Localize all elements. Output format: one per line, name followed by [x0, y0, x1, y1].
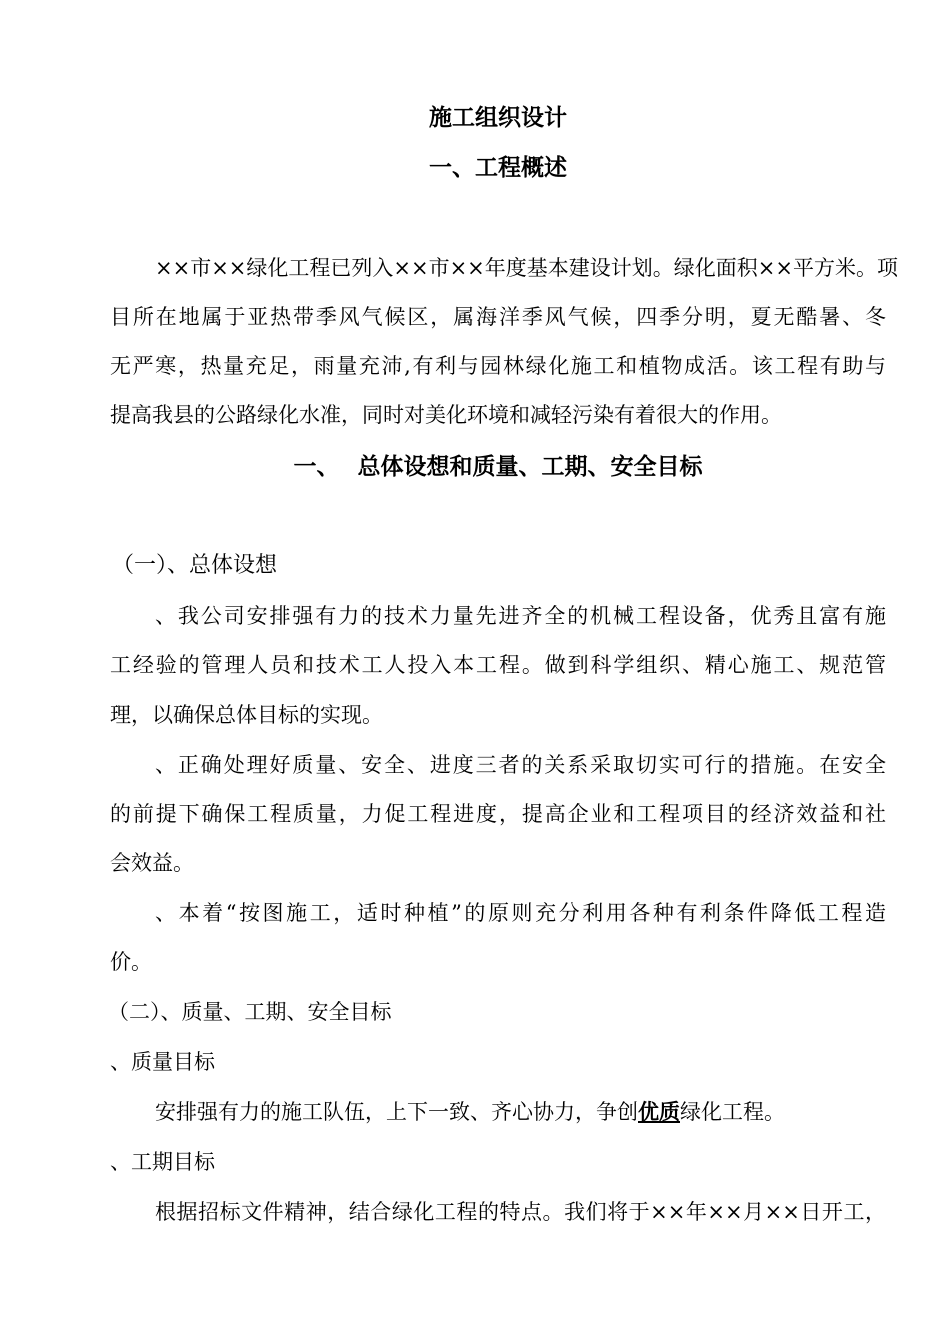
para3-line-2: 价。	[110, 950, 152, 974]
para2-line-3: 会效益。	[110, 851, 194, 875]
quality-text-after: 绿化工程。	[680, 1100, 785, 1124]
schedule-target-text: 根据招标文件精神，结合绿化工程的特点。我们将于××年××月××日开工，	[155, 1200, 886, 1224]
section-2-heading	[0, 452, 950, 482]
overview-line-4: 提高我县的公路绿化水准，同时对美化环境和减轻污染有着很大的作用。	[110, 403, 782, 427]
quality-text-before: 安排强有力的施工队伍，上下一致、齐心协力，争创	[155, 1100, 638, 1124]
quality-target-text	[155, 1097, 886, 1127]
section-2-number: 一、	[293, 453, 340, 480]
para3-line-1: 、本着“按图施工，适时种植”的原则充分利用各种有利条件降低工程造	[155, 901, 886, 925]
schedule-target-heading: 、工期目标	[110, 1150, 215, 1174]
para2-line-1: 、正确处理好质量、安全、进度三者的关系采取切实可行的措施。在安全	[155, 753, 886, 777]
subsection-1-heading: （一）、总体设想	[112, 553, 278, 578]
overview-line-2: 目所在地属于亚热带季风气候区，属海洋季风气候，四季分明，夏无酷暑、冬	[110, 305, 886, 329]
quality-text-emphasis: 优质	[638, 1099, 680, 1124]
para1-line-2: 工经验的管理人员和技术工人投入本工程。做到科学组织、精心施工、规范管	[110, 653, 886, 677]
para1-line-1: 、我公司安排强有力的技术力量先进齐全的机械工程设备，优秀且富有施	[155, 604, 886, 628]
section-1-heading: 一、工程概述	[429, 154, 567, 181]
para2-line-2: 的前提下确保工程质量，力促工程进度，提高企业和工程项目的经济效益和社	[110, 802, 886, 826]
quality-target-heading: 、质量目标	[110, 1050, 215, 1074]
document-title: 施工组织设计	[429, 104, 567, 131]
subsection-2-heading: （二）、质量、工期、安全目标	[108, 1000, 392, 1024]
para1-line-3: 理，以确保总体目标的实现。	[110, 703, 383, 727]
section-2-title: 总体设想和质量、工期、安全目标	[357, 453, 703, 480]
overview-line-1: ××市××绿化工程已列入××市××年度基本建设计划。绿化面积××平方米。项	[155, 256, 898, 280]
overview-line-3: 无严寒，热量充足，雨量充沛,有利与园林绿化施工和植物成活。该工程有助与	[110, 354, 886, 378]
